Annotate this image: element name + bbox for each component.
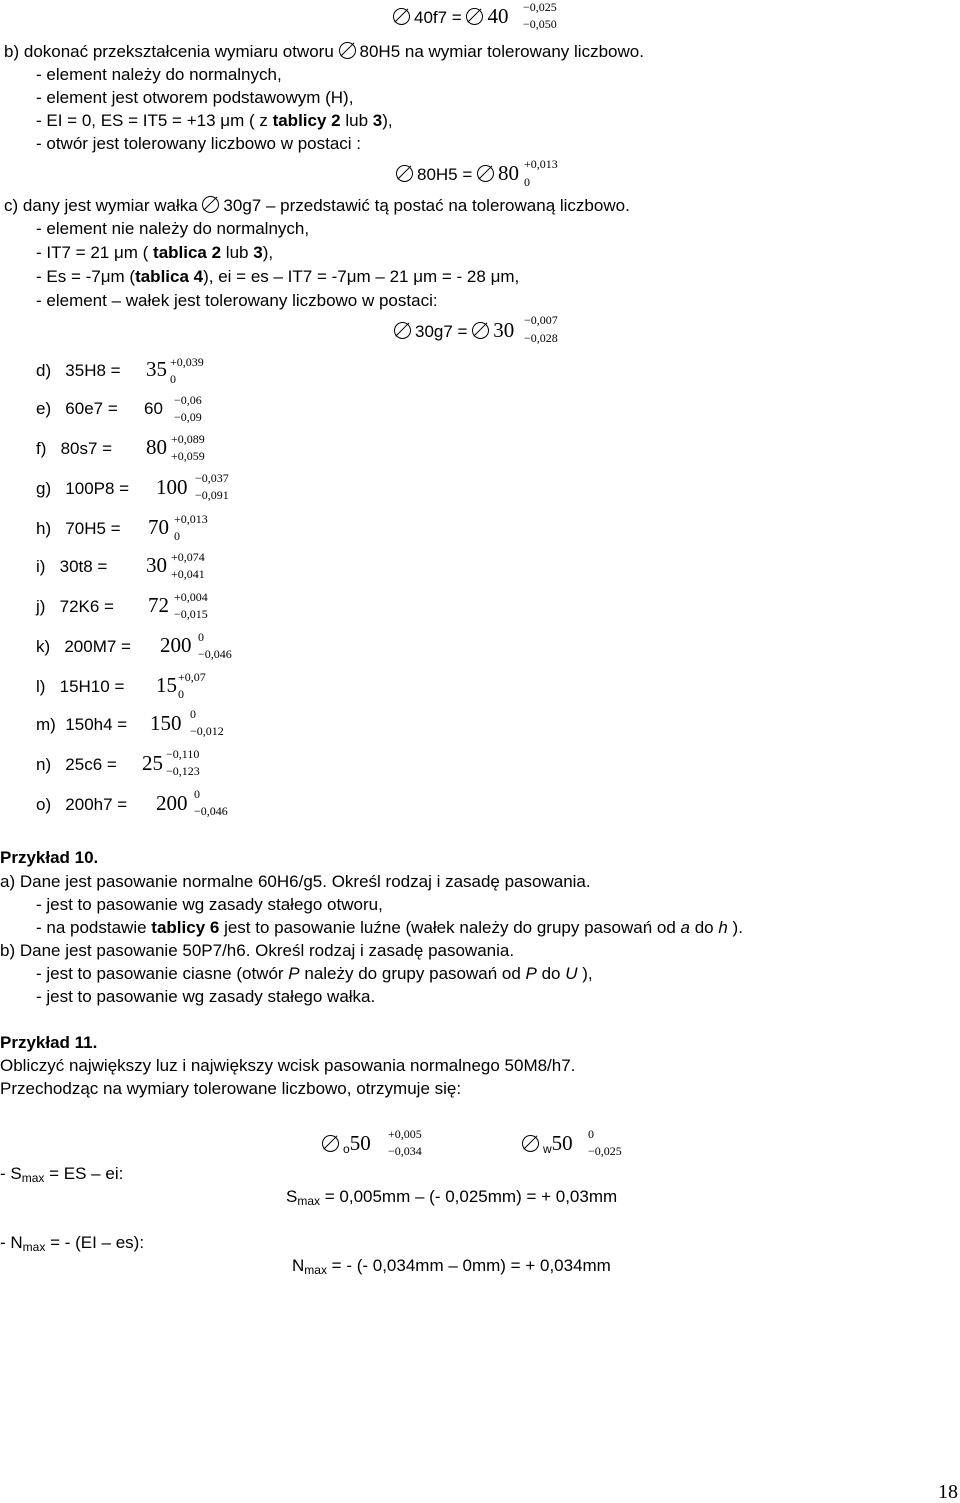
upper-deviation: −0,007 — [524, 313, 558, 327]
list-item: i) 30t8 = — [36, 557, 108, 576]
upper-deviation: +0,005 — [388, 1127, 422, 1141]
hole-dimension: $_o$50 — [322, 1133, 371, 1159]
nmax-formula: - $N_{max}$ = - (EI – es): — [0, 1233, 145, 1254]
lower-deviation: −0,015 — [174, 607, 208, 621]
diameter-icon — [202, 196, 219, 213]
upper-deviation: +0,074 — [171, 550, 205, 564]
smax-formula: - $S_{max}$ = ES – ei: — [0, 1164, 124, 1185]
lower-deviation: −0,09 — [174, 410, 202, 424]
diameter-icon — [322, 1135, 339, 1152]
list-item: l) 15H10 = — [36, 677, 125, 696]
lower-deviation: −0,046 — [198, 647, 232, 661]
nominal-value: 200 — [156, 791, 188, 815]
upper-deviation: +0,013 — [174, 512, 208, 526]
tolerance-40f7 — [393, 6, 508, 28]
nominal-value: 30 — [146, 553, 167, 577]
section-c-heading — [4, 196, 630, 216]
list-item: e) 60e7 = — [36, 399, 118, 418]
section-c-line-3: - Es = -7μm (tablica 4), ei = es – IT7 = -7μm – 21 μm = - 28 μm, — [36, 267, 520, 286]
list-item: d) 35H8 = — [36, 361, 121, 380]
upper-deviation: 0 — [190, 707, 196, 721]
upper-deviation: 0 — [588, 1127, 594, 1141]
upper-deviation: +0,089 — [171, 432, 205, 446]
example-10-b1: - jest to pasowanie ciasne (otwór P należy do grupy pasowań od P do U ), — [36, 964, 593, 983]
example-11-title: Przykład 11. — [0, 1033, 98, 1052]
upper-deviation: +0,004 — [174, 590, 208, 604]
example-10-title: Przykład 10. — [0, 848, 99, 867]
example-10-b2: - jest to pasowanie wg zasady stałego wałka. — [36, 987, 376, 1006]
diameter-icon — [477, 165, 494, 182]
lower-deviation: −0,046 — [194, 804, 228, 818]
list-item: f) 80s7 = — [36, 439, 113, 458]
section-text: dany jest wymiar wałka — [22, 196, 198, 215]
lower-deviation: −0,091 — [195, 488, 229, 502]
nominal-value: 70 — [148, 515, 169, 539]
section-b-line-2: - element jest otworem podstawowym (H), — [36, 88, 354, 107]
nominal-value: 200 — [160, 633, 192, 657]
upper-deviation: −0,025 — [523, 0, 557, 14]
list-item: n) 25c6 = — [36, 755, 117, 774]
shaft-dimension: $_w$50 — [522, 1133, 573, 1159]
dimension-code: 80H5 — [359, 42, 401, 61]
section-b-line-3: - EI = 0, ES = IT5 = +13 μm ( z tablicy 2 lub 3), — [36, 111, 393, 130]
example-10-b: b) Dane jest pasowanie 50P7/h6. Określ rodzaj i zasadę pasowania. — [0, 941, 515, 960]
dimension-code: 30g7 = — [415, 322, 468, 341]
nominal-value: 150 — [150, 711, 182, 735]
list-item: m) 150h4 = — [36, 715, 128, 734]
upper-deviation: −0,037 — [195, 471, 229, 485]
lower-deviation: +0,059 — [171, 449, 205, 463]
diameter-icon — [339, 42, 356, 59]
list-item: o) 200h7 = — [36, 795, 128, 814]
nominal-value: 80 — [146, 435, 167, 459]
upper-deviation: +0,039 — [170, 355, 204, 369]
lower-deviation: 0 — [178, 687, 184, 701]
tolerance-80h5 — [396, 163, 519, 185]
example-11-line-2: Przechodząc na wymiary tolerowane liczbowo, otrzymuje się: — [0, 1079, 462, 1098]
lower-deviation: −0,012 — [190, 724, 224, 738]
section-c-line-2: - IT7 = 21 μm ( tablica 2 lub 3), — [36, 243, 274, 262]
upper-deviation: +0,013 — [524, 157, 558, 171]
list-item: j) 72K6 = — [36, 597, 114, 616]
nmax-result: $N_{max}$ = - (- 0,034mm – 0mm) = + 0,034mm — [292, 1256, 611, 1277]
diameter-icon — [394, 322, 411, 339]
nominal-value: 60 — [144, 399, 163, 418]
lower-deviation: 0 — [170, 372, 176, 386]
section-text: dokonać przekształcenia wymiaru otworu — [23, 42, 334, 61]
dimension-code: 30g7 — [223, 196, 262, 215]
upper-deviation: 0 — [198, 630, 204, 644]
section-label: c) — [4, 196, 19, 215]
tolerance-30g7 — [394, 320, 514, 342]
nominal-value: 30 — [493, 318, 515, 342]
section-c-line-1: - element nie należy do normalnych, — [36, 219, 310, 238]
lower-deviation: −0,050 — [523, 17, 557, 31]
lower-deviation: 0 — [174, 529, 180, 543]
upper-deviation: −0,06 — [174, 393, 202, 407]
diameter-icon — [522, 1135, 539, 1152]
example-10-a1: - jest to pasowanie wg zasady stałego otworu, — [36, 895, 383, 914]
diameter-icon — [396, 165, 413, 182]
diameter-icon — [393, 8, 410, 25]
section-text-end: na wymiar tolerowany liczbowo. — [404, 42, 644, 61]
nominal-value: 40 — [487, 4, 509, 28]
section-b-line-4: - otwór jest tolerowany liczbowo w postaci : — [36, 134, 362, 153]
list-item: k) 200M7 = — [36, 637, 131, 656]
section-b-line-1: - element należy do normalnych, — [36, 65, 282, 84]
dimension-code: 80H5 = — [417, 165, 473, 184]
upper-deviation: −0,110 — [166, 747, 200, 761]
lower-deviation: −0,034 — [388, 1144, 422, 1158]
nominal-value: 35 — [146, 357, 167, 381]
nominal-value: 25 — [142, 751, 163, 775]
example-10-a2: - na podstawie tablicy 6 jest to pasowanie luźne (wałek należy do grupy pasowań od a do h ). — [36, 918, 743, 937]
nominal-value: 100 — [156, 475, 188, 499]
diameter-icon — [472, 322, 489, 339]
section-label: b) — [4, 42, 20, 61]
section-text-end: – przedstawić tą postać na tolerowaną liczbowo. — [265, 196, 630, 215]
section-c-line-4: - element – wałek jest tolerowany liczbowo w postaci: — [36, 291, 438, 310]
example-11-line-1: Obliczyć największy luz i największy wcisk pasowania normalnego 50M8/h7. — [0, 1056, 576, 1075]
upper-deviation: +0,07 — [178, 670, 206, 684]
dimension-code: 40f7 = — [414, 8, 462, 27]
lower-deviation: 0 — [524, 175, 530, 189]
smax-result: $S_{max} = 0,005mm$ – (- 0,025mm) = + 0,03mm — [286, 1187, 618, 1208]
lower-deviation: +0,041 — [171, 567, 205, 581]
nominal-value: 80 — [498, 161, 520, 185]
lower-deviation: −0,025 — [588, 1144, 622, 1158]
page-number: 18 — [938, 1481, 958, 1503]
example-10-a: a) Dane jest pasowanie normalne 60H6/g5. Określ rodzaj i zasadę pasowania. — [0, 872, 591, 891]
diameter-icon — [466, 8, 483, 25]
lower-deviation: −0,123 — [166, 764, 200, 778]
lower-deviation: −0,028 — [524, 331, 558, 345]
section-b-heading — [4, 42, 644, 62]
upper-deviation: 0 — [194, 787, 200, 801]
list-item: g) 100P8 = — [36, 479, 130, 498]
list-item: h) 70H5 = — [36, 519, 121, 538]
nominal-value: 72 — [148, 593, 169, 617]
nominal-value: 15 — [156, 673, 177, 697]
